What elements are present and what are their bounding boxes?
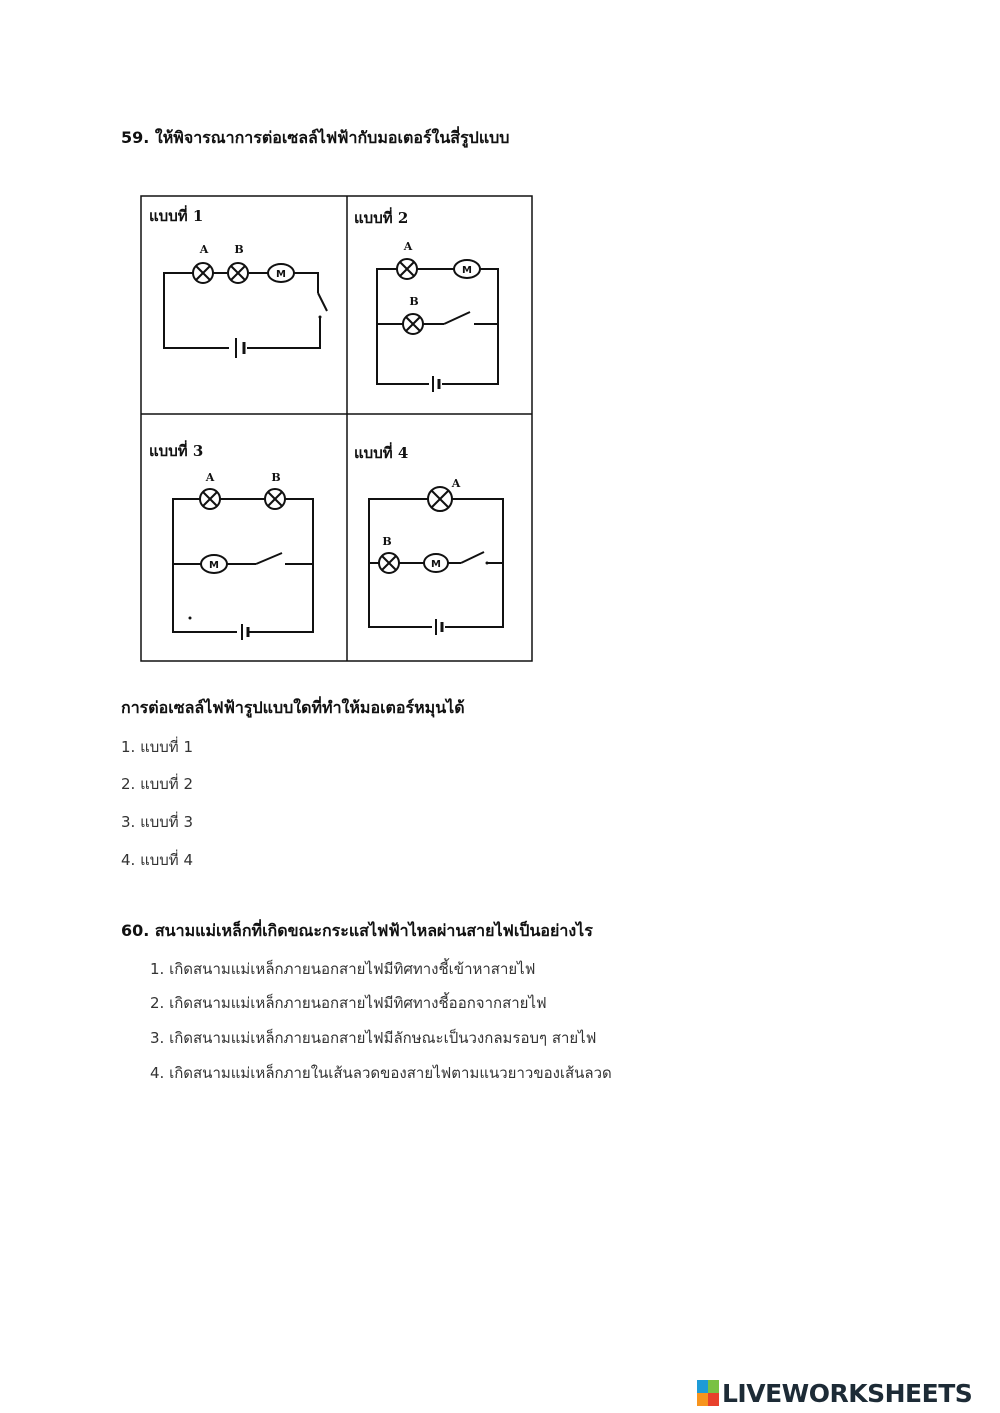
q59-option-2: 2. แบบที่ 2 bbox=[121, 775, 193, 793]
q59-option-1: 1. แบบที่ 1 bbox=[121, 738, 193, 756]
question-60-title: 60. สนามแม่เหล็กที่เกิดขณะกระแสไฟฟ้าไหลผ่านสายไฟเป็นอย่างไร bbox=[121, 921, 593, 940]
circuit-diagram bbox=[139, 193, 535, 663]
q59-option-3: 3. แบบที่ 3 bbox=[121, 813, 193, 831]
panel-1-bulb-a bbox=[193, 263, 213, 283]
panel-3 bbox=[149, 440, 313, 640]
q60-option-3: 3. เกิดสนามแม่เหล็กภายนอกสายไฟมีลักษณะเป็นวงกลมรอบๆ สายไฟ bbox=[150, 1029, 597, 1047]
panel-3-bulb-b bbox=[265, 489, 285, 509]
panel-2-motor-label: M bbox=[462, 265, 472, 276]
q60-option-4: 4. เกิดสนามแม่เหล็กภายในเส้นลวดของสายไฟตามแนวยาวของเส้นลวด bbox=[150, 1064, 612, 1082]
panel-2-label-a: A bbox=[403, 240, 413, 253]
panel-4-bulb-b bbox=[379, 553, 399, 573]
panel-4-label-b: B bbox=[382, 535, 392, 548]
panel-2-label: แบบที่ 2 bbox=[354, 209, 409, 227]
panel-4-motor-label: M bbox=[431, 559, 441, 570]
panel-2-bulb-a bbox=[397, 259, 417, 279]
q59-option-4: 4. แบบที่ 4 bbox=[121, 851, 193, 869]
panel-2-bulb-b bbox=[403, 314, 423, 334]
question-59-title: 59. ให้พิจารณาการต่อเซลล์ไฟฟ้ากับมอเตอร์ในสี่รูปแบบ bbox=[121, 128, 510, 147]
q60-option-1: 1. เกิดสนามแม่เหล็กภายนอกสายไฟมีทิศทางชี้เข้าหาสายไฟ bbox=[150, 960, 536, 978]
brand-name: LIVEWORKSHEETS bbox=[722, 1378, 973, 1408]
panel-1-bulb-b bbox=[228, 263, 248, 283]
q60-option-2: 2. เกิดสนามแม่เหล็กภายนอกสายไฟมีทิศทางชี้ออกจากสายไฟ bbox=[150, 994, 547, 1012]
panel-1 bbox=[149, 205, 327, 358]
logo-icon bbox=[697, 1380, 719, 1406]
panel-4-label: แบบที่ 4 bbox=[354, 444, 409, 462]
panel-2-label-b: B bbox=[409, 295, 419, 308]
panel-1-label-a: A bbox=[199, 243, 209, 256]
panel-1-label: แบบที่ 1 bbox=[149, 207, 204, 225]
panel-2 bbox=[354, 207, 498, 392]
panel-3-label-a: A bbox=[205, 471, 215, 484]
question-59-subquestion: การต่อเซลล์ไฟฟ้ารูปแบบใดที่ทำให้มอเตอร์หมุนได้ bbox=[121, 698, 465, 717]
panel-1-label-b: B bbox=[234, 243, 244, 256]
liveworksheets-logo bbox=[697, 1378, 972, 1408]
panel-1-motor-label: M bbox=[276, 269, 286, 280]
panel-3-label: แบบที่ 3 bbox=[149, 442, 204, 460]
panel-4-label-a: A bbox=[451, 477, 461, 490]
panel-3-bulb-a bbox=[200, 489, 220, 509]
panel-3-motor-label: M bbox=[209, 560, 219, 571]
panel-3-label-b: B bbox=[271, 471, 281, 484]
panel-4 bbox=[354, 442, 503, 635]
